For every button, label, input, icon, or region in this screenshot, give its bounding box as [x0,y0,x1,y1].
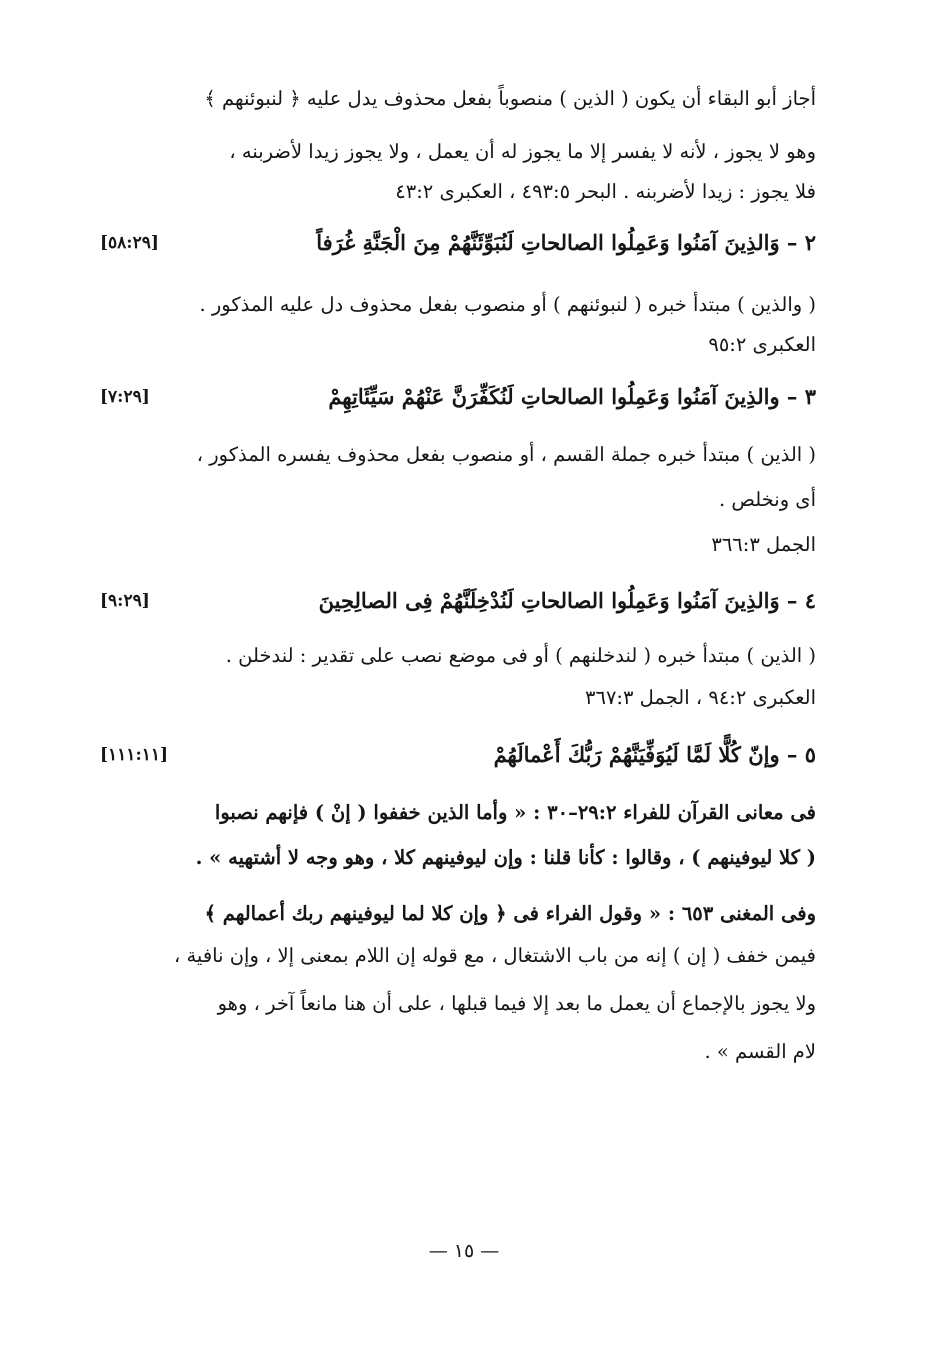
verse-reference: [١١١:١١] [100,745,169,765]
note-line: فى معانى القرآن للفراء ٢٩:٢–٣٠ : « وأما الذين خففوا ( إنْ ) فإنهم نصبوا [214,801,816,824]
note-line: ( الذين ) مبتدأ خبره جملة القسم ، أو منصوب بفعل محذوف يفسره المذكور ، [196,443,816,466]
intro-line-1: أجاز أبو البقاء أن يكون ( الذين ) منصوباً بفعل محذوف يدل عليه ﴿ لنبوئنهم ﴾ [204,87,816,110]
verse-reference: [٥٨:٢٩] [100,233,159,253]
intro-line-3: فلا يجوز : زيدا لأضربنه . البحر ٤٩٣:٥ ، العكبرى ٤٣:٢ [395,180,816,203]
verse-text: ٢ – وَالذِينَ آمَنُوا وَعَمِلُوا الصالحاتِ لَنُبَوِّئَنَّهُمْ مِنَ الْجَنَّةِ غُرَفاً [316,230,816,255]
verse-row-5 [96,738,816,772]
note-line: ( الذين ) مبتدأ خبره ( لندخلنهم ) أو فى موضع نصب على تقدير : لندخلن . [225,644,816,667]
verse-text: ٤ – وَالذِينَ آمَنُوا وَعَمِلُوا الصالحاتِ لَنُدْخِلَنَّهُمْ فِى الصالِحِينَ [318,588,816,613]
verse-reference: [٩:٢٩] [100,591,150,611]
verse-text: ٣ – والذِينَ آمَنُوا وَعَمِلُوا الصالحاتِ لَنُكَفِّرَنَّ عَنْهُمْ سَيِّئَاتِهِمْ [328,384,816,409]
intro-line-2: وهو لا يجوز ، لأنه لا يفسر إلا ما يجوز له أن يعمل ، ولا يجوز زيدا لأضربنه ، [229,140,816,163]
page-number: — ١٥ — [428,1240,500,1262]
note-line: الجمل ٣٦٦:٣ [711,533,816,556]
note-line: ( والذين ) مبتدأ خبره ( لنبوئنهم ) أو منصوب بفعل محذوف دل عليه المذكور . [199,293,816,316]
note-line: العكبرى ٩٤:٢ ، الجمل ٣٦٧:٣ [585,686,816,709]
verse-reference: [٧:٢٩] [100,387,150,407]
note-line: فيمن خفف ( إن ) إنه من باب الاشتغال ، مع قوله إن اللام بمعنى إلا ، وإن نافية ، [173,944,816,967]
note-line: ولا يجوز بالإجماع أن يعمل ما بعد إلا فيما قبلها ، على أن هنا مانعاً آخر ، وهو [217,992,816,1015]
verse-row-2 [96,226,816,260]
note-line: أى ونخلص . [718,488,816,511]
verse-row-4 [96,584,816,618]
verse-row-3 [96,380,816,414]
note-line: العكبرى ٩٥:٢ [708,333,816,356]
verse-text: ٥ – وإنّ كُلًّا لَمَّا لَيُوَفِّيَنَّهُمْ رَبُّكَ أَعْمالَهُمْ [493,742,816,767]
note-line: لام القسم » . [704,1040,816,1063]
note-line: وفى المغنى ٦٥٣ : « وقول الفراء فى ﴿ وإن كلا لما ليوفينهم ربك أعمالهم ﴾ [204,902,816,925]
note-line: ( كلا ليوفينهم ) ، وقالوا : كأنا قلنا : وإن ليوفينهم كلا ، وهو وجه لا أشتهيه » . [195,846,816,869]
